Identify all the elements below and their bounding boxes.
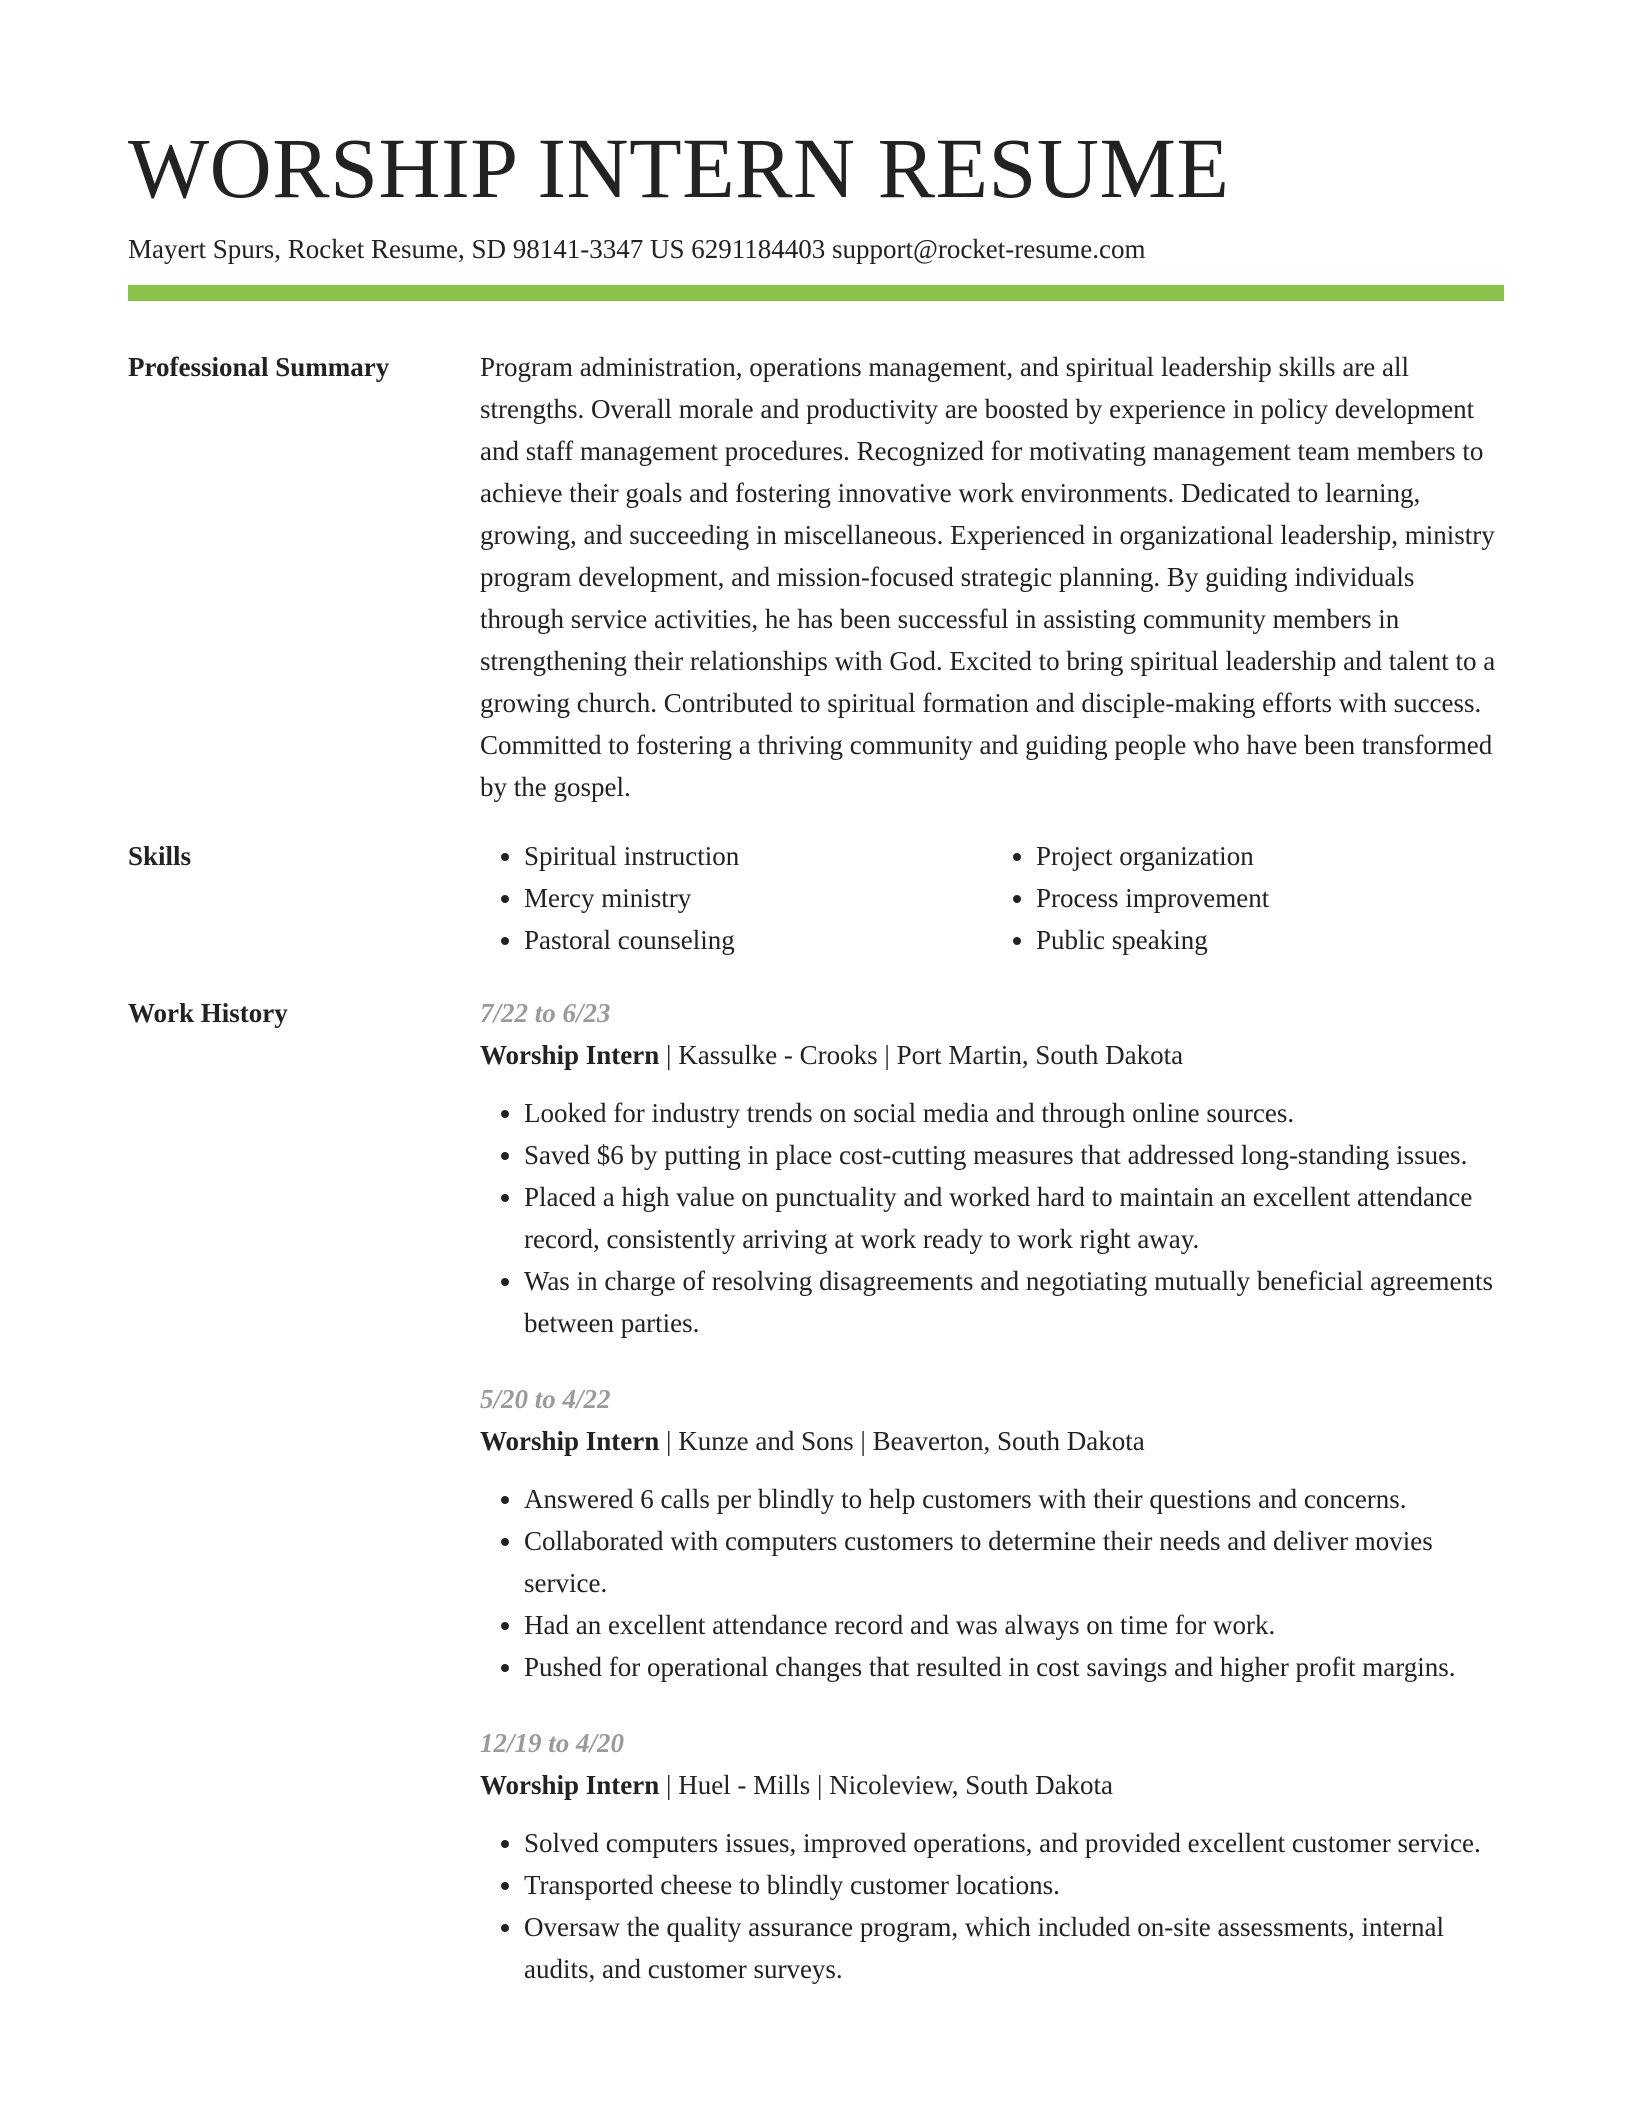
- skill-item: • Spiritual instruction: [524, 835, 992, 877]
- skills-column-left: [480, 835, 992, 961]
- job-bullet: • Oversaw the quality assurance program, which included on-site assessments, internal audits, and customer surveys.: [524, 1906, 1504, 1990]
- job-heading: [480, 1420, 1504, 1462]
- skill-item: • Project organization: [1036, 835, 1504, 877]
- skills-grid: [480, 835, 1504, 961]
- job-details: | Huel - Mills | Nicoleview, South Dakota: [659, 1770, 1114, 1800]
- job-bullet: • Answered 6 calls per blindly to help customers with their questions and concerns.: [524, 1478, 1504, 1520]
- job-bullets: [480, 1478, 1504, 1688]
- job-bullets: [480, 1092, 1504, 1344]
- resume-title: WORSHIP INTERN RESUME: [128, 120, 1230, 216]
- job-bullets: [480, 1822, 1504, 1990]
- summary-text: Program administration, operations management, and spiritual leadership skills are all strengths. Overall morale and productivity are boosted by experience in policy development and staff management procedures. Recognized for motivating management team members to achieve their goals and fostering innovative work environments. Dedicated to learning, growing, and succeeding in miscellaneous. Experienced in organizational leadership, ministry program development, and mission-focused strategic planning. By guiding individuals through service activities, he has been successful in assisting community members in strengthening their relationships with God. Excited to bring spiritual leadership and talent to a growing church. Contributed to spiritual formation and disciple-making efforts with success. Committed to fostering a thriving community and guiding people who have been transformed by the gospel.: [480, 352, 1496, 802]
- work-history-body: [480, 992, 1504, 2024]
- summary-body: [480, 346, 1504, 808]
- job-title: Worship Intern: [480, 1770, 660, 1800]
- job-entry: [480, 1378, 1504, 1688]
- skill-item: • Process improvement: [1036, 877, 1504, 919]
- skills-column-right: [992, 835, 1504, 961]
- job-bullet: • Placed a high value on punctuality and worked hard to maintain an excellent attendance record, consistently arriving at work ready to work right away.: [524, 1176, 1504, 1260]
- accent-divider: [128, 285, 1504, 301]
- skill-item: • Mercy ministry: [524, 877, 992, 919]
- skill-item: • Pastoral counseling: [524, 919, 992, 961]
- contact-line: Mayert Spurs, Rocket Resume, SD 98141-3347 US 6291184403 support@rocket-resume.com: [128, 234, 1146, 264]
- skill-item: • Public speaking: [1036, 919, 1504, 961]
- job-bullet: • Solved computers issues, improved operations, and provided excellent customer service.: [524, 1822, 1504, 1864]
- job-bullet: • Collaborated with computers customers to determine their needs and deliver movies service.: [524, 1520, 1504, 1604]
- job-bullet: • Pushed for operational changes that resulted in cost savings and higher profit margins.: [524, 1646, 1504, 1688]
- job-bullet: • Saved $6 by putting in place cost-cutting measures that addressed long-standing issues.: [524, 1134, 1504, 1176]
- job-details: | Kunze and Sons | Beaverton, South Dakota: [659, 1426, 1145, 1456]
- job-bullet: • Looked for industry trends on social media and through online sources.: [524, 1092, 1504, 1134]
- job-bullet: • Had an excellent attendance record and was always on time for work.: [524, 1604, 1504, 1646]
- job-heading: [480, 1034, 1504, 1076]
- job-dates: 5/20 to 4/22: [480, 1384, 611, 1414]
- job-entry: [480, 992, 1504, 1344]
- job-bullet: • Was in charge of resolving disagreements and negotiating mutually beneficial agreements between parties.: [524, 1260, 1504, 1344]
- job-bullet: • Transported cheese to blindly customer locations.: [524, 1864, 1504, 1906]
- job-title: Worship Intern: [480, 1426, 660, 1456]
- work-history-heading: Work History: [128, 998, 288, 1028]
- job-heading: [480, 1764, 1504, 1806]
- job-entry: [480, 1722, 1504, 1990]
- skills-body: [480, 835, 1504, 961]
- job-details: | Kassulke - Crooks | Port Martin, South Dakota: [659, 1040, 1184, 1070]
- job-dates: 12/19 to 4/20: [480, 1728, 625, 1758]
- summary-heading: Professional Summary: [128, 352, 390, 382]
- job-title: Worship Intern: [480, 1040, 660, 1070]
- job-dates: 7/22 to 6/23: [480, 998, 611, 1028]
- skills-heading: Skills: [128, 841, 192, 871]
